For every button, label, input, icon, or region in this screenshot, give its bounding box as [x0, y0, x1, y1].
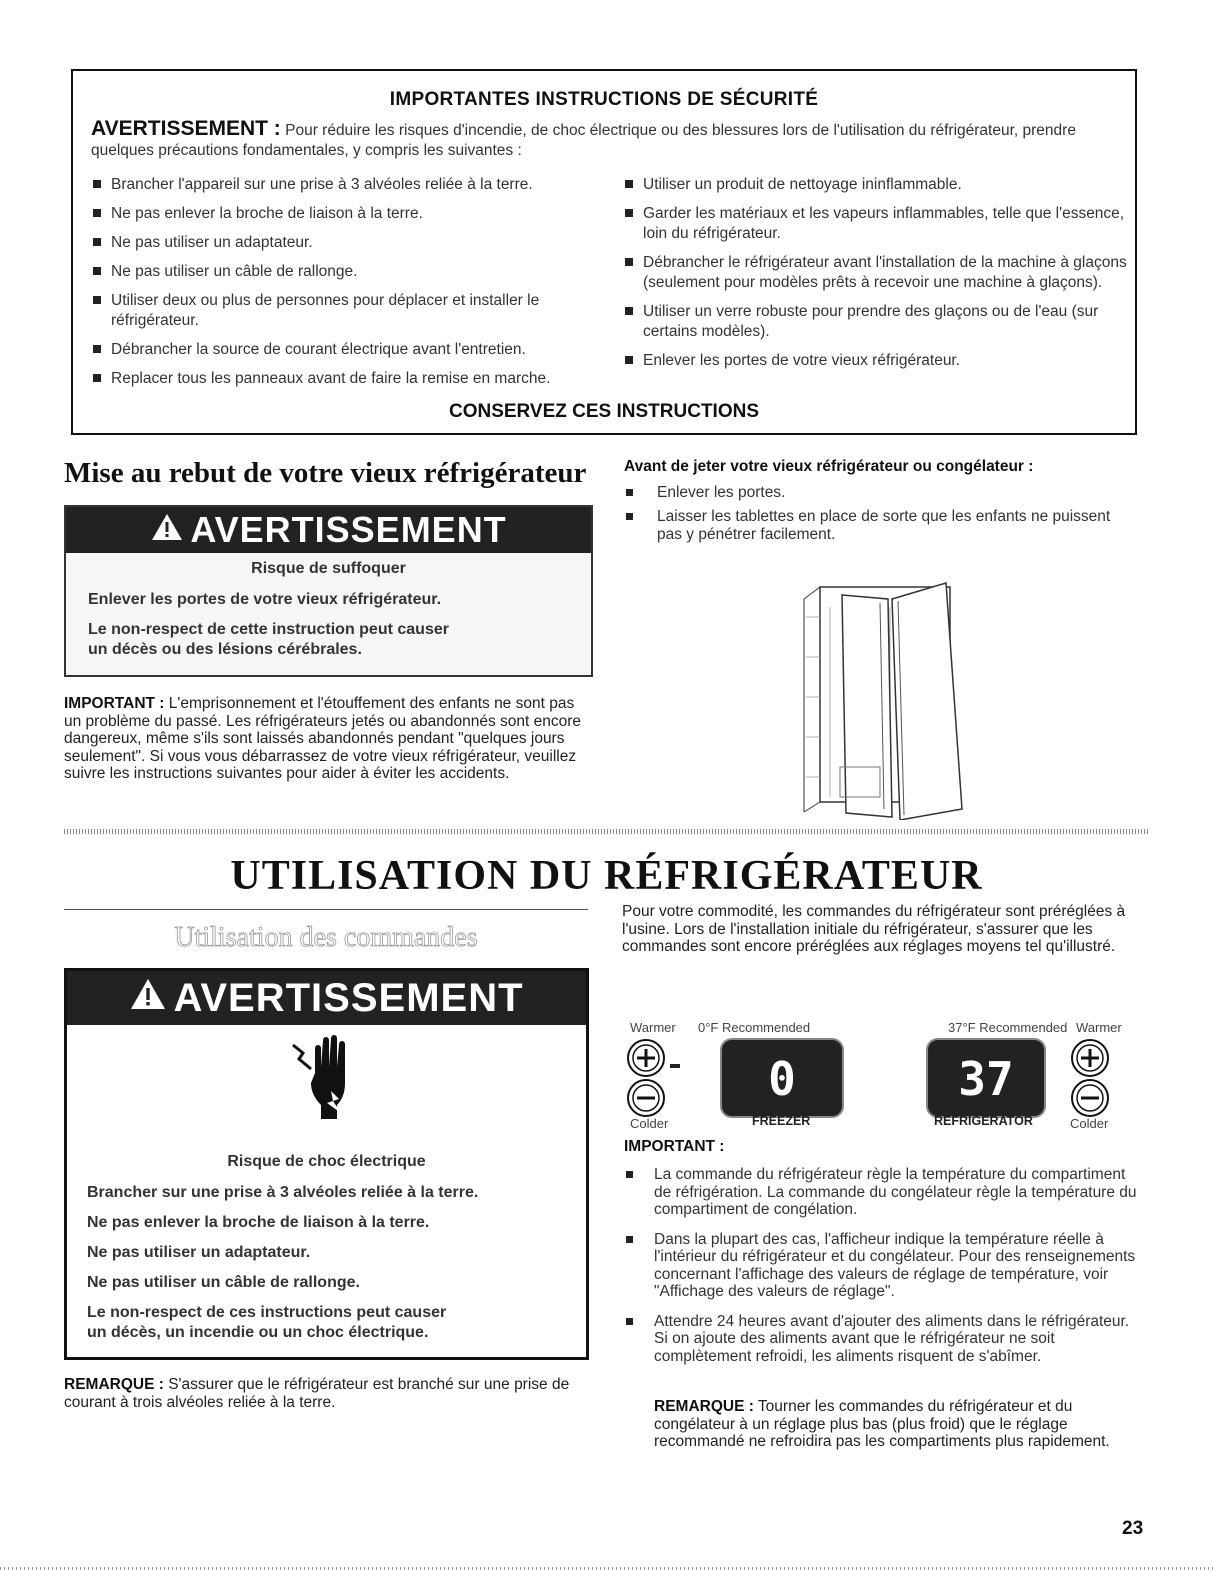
safety-item: Ne pas utiliser un câble de rallonge.: [91, 262, 606, 282]
safety-lead: AVERTISSEMENT :: [91, 117, 281, 140]
fridge-colder-label: Colder: [1070, 1116, 1109, 1131]
indicator-dash: [670, 1064, 680, 1068]
fridge-display: [926, 1038, 1046, 1118]
before-disposal-heading: Avant de jeter votre vieux réfrigérateur ou congélateur :: [624, 458, 1034, 475]
important-list: [624, 1166, 1144, 1377]
warning-bar: [67, 971, 586, 1025]
warning-line: un décès, un incendie ou un choc électrique.: [87, 1324, 429, 1341]
freezer-plus-icon[interactable]: [626, 1038, 666, 1083]
safety-item: Utiliser deux ou plus de personnes pour déplacer et installer le réfrigérateur.: [91, 291, 606, 331]
before-disposal-list: [624, 484, 1124, 550]
list-item: Laisser les tablettes en place de sorte que les enfants ne puissent pas y pénétrer facilement.: [624, 508, 1124, 544]
freezer-recommended-label: 0°F Recommended: [698, 1020, 811, 1035]
safety-item: Utiliser un verre robuste pour prendre des glaçons ou de l'eau (sur certains modèles).: [623, 302, 1128, 342]
list-item: Enlever les portes.: [624, 484, 1124, 502]
fridge-warmer-label: Warmer: [1076, 1020, 1122, 1035]
safety-item: Débrancher le réfrigérateur avant l'installation de la machine à glaçons (seulement pour modèles prêts à recevoir une machine à glaçons).: [623, 253, 1128, 293]
important-text: L'emprisonnement et l'étouffement des enfants ne sont pas un problème du passé. Les réfrigérateurs jetés ou abandonnés sont encore dangereux, même s'ils sont laissés abandonnés pendant "quelques jours seulement". Si vous vous débarrassez de votre vieux réfrigérateur, veuillez suivre les instructions suivantes pour aider à éviter les accidents.: [64, 695, 582, 782]
remarque-paragraph: [64, 1376, 589, 1411]
safety-item: Replacer tous les panneaux avant de faire la remise en marche.: [91, 369, 606, 389]
safety-title: IMPORTANTES INSTRUCTIONS DE SÉCURITÉ: [389, 89, 819, 110]
safety-instructions-box: [71, 69, 1137, 435]
subheading-rule: [64, 909, 588, 910]
bottom-edge: [0, 1567, 1213, 1570]
section-divider: [64, 829, 1149, 834]
usage-heading: UTILISATION DU RÉFRIGÉRATEUR: [230, 853, 983, 899]
safety-intro: [91, 119, 1121, 161]
remarque2-text: Tourner les commandes du réfrigérateur et du congélateur à un réglage plus bas (plus froid) que le réglage recommandé ne refroidira pas les compartiments plus rapidement.: [654, 1398, 1110, 1450]
warning-line: Enlever les portes de votre vieux réfrigérateur.: [88, 591, 442, 608]
list-item: La commande du réfrigérateur règle la température du compartiment de réfrigération. La commande du congélateur règle la température du compartiment de congélation.: [624, 1166, 1144, 1219]
safety-left-list: [91, 175, 606, 398]
controls-subheading: Utilisation des commandes: [174, 922, 478, 953]
controls-intro: Pour votre commodité, les commandes du réfrigérateur sont préréglées à l'usine. Lors de l'installation initiale du réfrigérateur, s'assurer que les commandes sont encore préréglées aux réglages moyens tel qu'illustré.: [622, 903, 1126, 955]
safety-item: Utiliser un produit de nettoyage ininflammable.: [623, 175, 1128, 195]
disposal-important-paragraph: [64, 695, 594, 783]
warning-hazard: Risque de suffoquer: [251, 560, 406, 577]
freezer-warmer-label: Warmer: [630, 1020, 676, 1035]
list-item: Dans la plupart des cas, l'afficheur indique la température réelle à l'intérieur du réfrigérateur et du congélateur. Pour des renseignements concernant l'affichage des valeurs de réglage de température, voir "Affichage des valeurs de réglage".: [624, 1231, 1144, 1301]
warning-line: Ne pas utiliser un adaptateur.: [87, 1244, 311, 1261]
warning-line: un décès ou des lésions cérébrales.: [88, 641, 362, 658]
warning-label: AVERTISSEMENT: [190, 509, 507, 550]
fridge-recommended-label: 37°F Recommended: [948, 1020, 1068, 1035]
control-panel-illustration: [618, 1016, 1138, 1132]
electric-shock-warning-box: [64, 968, 589, 1360]
warning-line: Brancher sur une prise à 3 alvéoles reliée à la terre.: [87, 1184, 479, 1201]
remarque2-paragraph: [654, 1398, 1144, 1451]
safety-right-list: [623, 175, 1128, 380]
remarque-text: S'assurer que le réfrigérateur est branché sur une prise de courant à trois alvéoles reliée à la terre.: [64, 1376, 570, 1411]
important-label: IMPORTANT :: [64, 695, 165, 712]
remarque2-label: REMARQUE :: [654, 1398, 754, 1415]
warning-line: Le non-respect de ces instructions peut causer: [87, 1304, 447, 1321]
important-heading: IMPORTANT :: [624, 1138, 725, 1155]
freezer-colder-label: Colder: [630, 1116, 669, 1131]
refrigerator-doors-open-illustration: [800, 577, 972, 820]
warning-hazard: Risque de choc électrique: [227, 1153, 426, 1170]
safety-item: Ne pas enlever la broche de liaison à la terre.: [91, 204, 606, 224]
fridge-display-value: 37: [958, 1052, 1014, 1106]
safety-item: Brancher l'appareil sur une prise à 3 alvéoles reliée à la terre.: [91, 175, 606, 195]
safety-item: Ne pas utiliser un adaptateur.: [91, 233, 606, 253]
disposal-heading: Mise au rebut de votre vieux réfrigérateur: [64, 457, 587, 489]
warning-label: AVERTISSEMENT: [173, 976, 524, 1020]
safety-footer: CONSERVEZ CES INSTRUCTIONS: [448, 401, 760, 422]
freezer-caption: FREEZER: [752, 1114, 811, 1128]
warning-line: Ne pas utiliser un câble de rallonge.: [87, 1274, 360, 1291]
warning-bar: [66, 507, 591, 553]
list-item: Attendre 24 heures avant d'ajouter des aliments dans le réfrigérateur. Si on ajoute des aliments avant que le réfrigérateur ne soit complètement refroidi, les aliments risquent de s'abîmer.: [624, 1313, 1144, 1366]
fridge-caption: REFRIGERATOR: [934, 1114, 1033, 1128]
warning-triangle-icon: [150, 507, 184, 553]
fridge-plus-icon[interactable]: [1070, 1038, 1110, 1083]
suffocation-warning-box: [64, 505, 593, 677]
electric-shock-hand-icon: [287, 1033, 367, 1128]
freezer-display: [720, 1038, 844, 1118]
freezer-display-value: 0: [768, 1052, 796, 1106]
safety-item: Garder les matériaux et les vapeurs inflammables, telle que l'essence, loin du réfrigérateur.: [623, 204, 1128, 244]
safety-item: Débrancher la source de courant électrique avant l'entretien.: [91, 340, 606, 360]
safety-intro-text: Pour réduire les risques d'incendie, de choc électrique ou des blessures lors de l'utilisation du réfrigérateur, prendre quelques précautions fondamentales, y compris les suivantes :: [91, 122, 1076, 159]
warning-line: Le non-respect de cette instruction peut causer: [88, 621, 449, 638]
page-number: 23: [1122, 1518, 1144, 1539]
warning-triangle-icon: [129, 971, 167, 1025]
warning-line: Ne pas enlever la broche de liaison à la terre.: [87, 1214, 430, 1231]
safety-item: Enlever les portes de votre vieux réfrigérateur.: [623, 351, 1128, 371]
remarque-label: REMARQUE :: [64, 1376, 164, 1393]
